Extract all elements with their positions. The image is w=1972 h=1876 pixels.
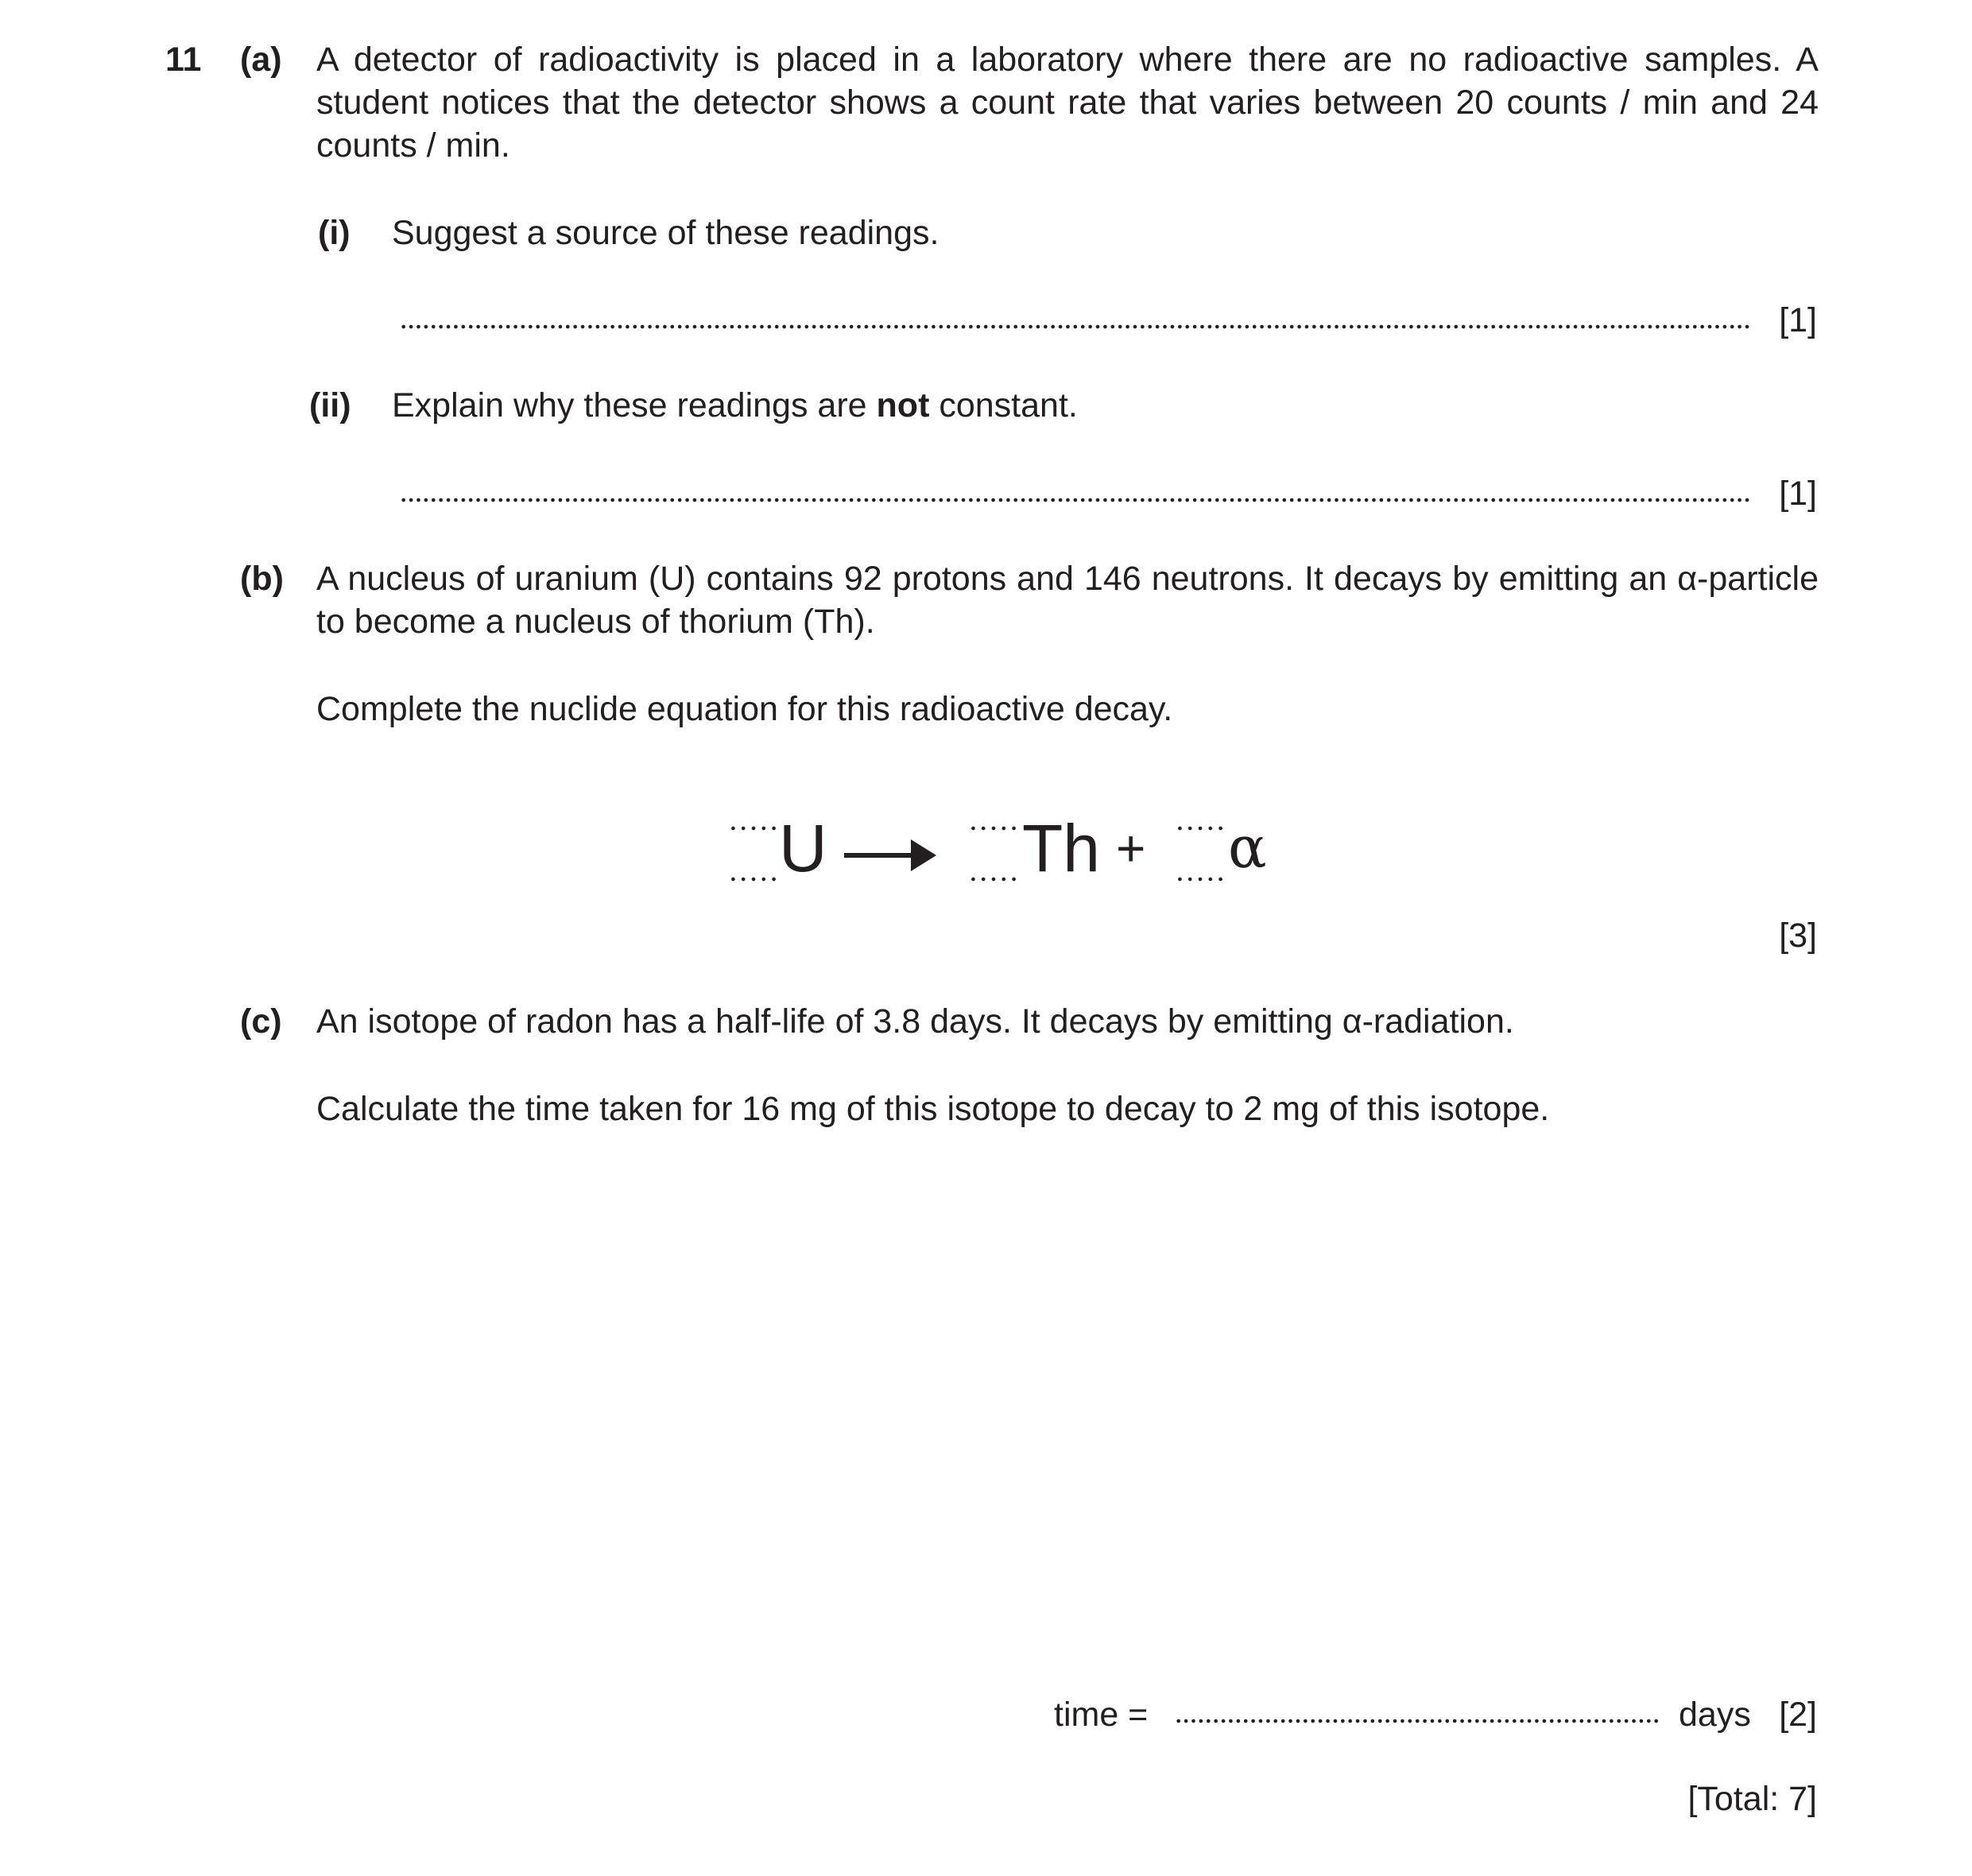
part-a-i-label: (i)	[318, 214, 351, 252]
time-answer-line[interactable]	[1175, 1715, 1661, 1727]
part-a-ii-text	[392, 384, 1078, 427]
part-c-instruction: Calculate the time taken for 16 mg of this isotope to decay to 2 mg of this isotope.	[316, 1090, 1550, 1128]
time-answer-unit: days	[1679, 1696, 1751, 1734]
reaction-arrow	[844, 853, 920, 858]
thorium-mass-number-blank[interactable]	[968, 824, 1019, 833]
thorium-atomic-number-blank[interactable]	[968, 874, 1019, 884]
part-a-text: A detector of radioactivity is placed in a laboratory where there are no radioactive samples. A student notices that the detector shows a count rate that varies between 20 counts / min and 24 counts / min.	[316, 41, 1819, 165]
part-a-i-marks: [1]	[1779, 301, 1817, 339]
part-b-label: (b)	[240, 560, 284, 598]
part-c-label: (c)	[240, 1002, 282, 1041]
part-b-marks: [3]	[1779, 917, 1817, 955]
part-b-instruction: Complete the nuclide equation for this radioactive decay.	[316, 690, 1173, 728]
plus-sign: +	[1116, 820, 1146, 877]
uranium-atomic-number-blank[interactable]	[728, 874, 779, 884]
total-marks: [Total: 7]	[1687, 1780, 1817, 1818]
part-a-label: (a)	[240, 41, 282, 79]
part-a-ii-label: (ii)	[309, 386, 351, 424]
nuclide-equation	[715, 795, 1288, 898]
time-answer-label: time =	[1054, 1696, 1149, 1734]
question-number: 11	[165, 41, 202, 79]
reaction-arrow-head-icon	[911, 839, 936, 871]
alpha-symbol: α	[1228, 814, 1267, 881]
part-a-ii-text-bold: not	[876, 386, 930, 424]
part-b-text: A nucleus of uranium (U) contains 92 protons and 146 neutrons. It decays by emitting an α-particle to become a nucleus of thorium (Th).	[316, 560, 1819, 641]
uranium-symbol: U	[779, 811, 827, 886]
alpha-atomic-number-blank[interactable]	[1175, 874, 1226, 884]
part-c-marks: [2]	[1779, 1696, 1817, 1734]
uranium-mass-number-blank[interactable]	[728, 824, 779, 833]
part-a-ii-answer-line[interactable]	[400, 494, 1751, 506]
part-a-ii-text-before: Explain why these readings are	[392, 386, 877, 424]
thorium-symbol: Th	[1022, 811, 1101, 886]
part-a-ii-text-after: constant.	[929, 386, 1078, 424]
part-a-i-text: Suggest a source of these readings.	[392, 214, 940, 252]
part-a-i-answer-line[interactable]	[400, 321, 1751, 332]
part-a-ii-marks: [1]	[1779, 475, 1817, 513]
part-c-text: An isotope of radon has a half-life of 3.8 days. It decays by emitting α-radiation.	[316, 1002, 1514, 1041]
alpha-mass-number-blank[interactable]	[1175, 824, 1226, 833]
